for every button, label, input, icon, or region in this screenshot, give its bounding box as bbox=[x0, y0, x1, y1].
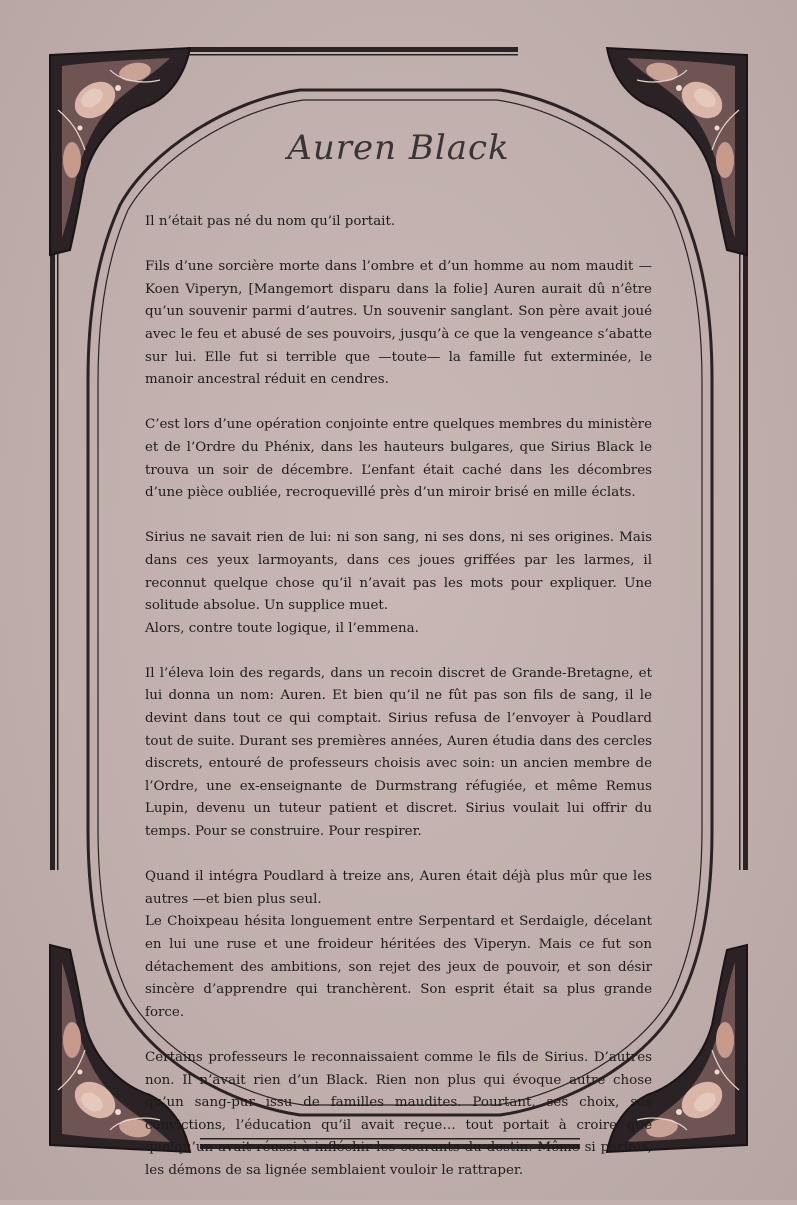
paragraph-line: C’est lors d’une opération conjointe entre quelques membres du ministère et de l’Ordre du Phénix, dans les hauteurs bulgares, que Sirius Black le trouva un soir de décembre. L’enfant était caché dans les décombres d’une pièce oubliée, recroquevillé près d’un miroir brisé en mille éclats. bbox=[145, 417, 652, 501]
paragraph-line: Quand il intégra Poudlard à treize ans, Auren était déjà plus mûr que les autres —et bien plus seul. bbox=[145, 869, 652, 907]
paragraph bbox=[145, 1047, 652, 1183]
story-text bbox=[145, 211, 652, 1205]
paragraph bbox=[145, 414, 652, 504]
paragraph-line: Fils d’une sorcière morte dans l’ombre et d’un homme au nom maudit —Koen Viperyn, [Mangemort disparu dans la folie] Auren aurait dû n’être qu’un souvenir parmi d’autres. Un souvenir sanglant. Son père avait joué avec le feu et abusé de ses pouvoirs, jusqu’à ce que la vengeance s’abatte sur lui. Elle fut si terrible que —toute— la famille fut exterminée, le manoir ancestral réduit en cendres. bbox=[145, 259, 652, 388]
paragraph bbox=[145, 527, 652, 640]
paragraph-line: Certains professeurs le reconnaissaient comme le fils de Sirius. D’autres non. Il n’avait rien d’un Black. Rien non plus qui évoque autre chose qu’un sang-pur issu de familles maudites. Pourtant, ses choix, ses convictions, l’éducation qu’il avait reçue… tout portait à croire que quelqu’un avait réussi à infléchir les courants du destin. Même si parfois, les démons de sa lignée semblaient vouloir le rattraper. bbox=[145, 1049, 652, 1178]
paragraph-line: Sirius ne savait rien de lui: ni son sang, ni ses dons, ni ses origines. Mais dans ces yeux larmoyants, dans ces joues griffées par les larmes, il reconnut quelque chose qu’il n’avait pas les mots pour expliquer. Une solitude absolue. Un supplice muet. bbox=[145, 530, 652, 614]
paragraph bbox=[145, 211, 652, 234]
paragraph-line: Le Choixpeau hésita longuement entre Serpentard et Serdaigle, décelant en lui une ruse et une froideur héritées des Viperyn. Mais ce fut son détachement des ambitions, son rejet des jeux de pouvoir, et son désir sincère d’apprendre qui tranchèrent. Son esprit était sa plus grande force. bbox=[145, 914, 652, 1020]
paragraph bbox=[145, 256, 652, 392]
page-title: Auren Black bbox=[287, 128, 510, 168]
paragraph bbox=[145, 663, 652, 844]
paragraph-line: Alors, contre toute logique, il l’emmena. bbox=[145, 620, 419, 636]
paragraph bbox=[145, 866, 652, 1024]
paragraph-line: Il n’était pas né du nom qu’il portait. bbox=[145, 214, 396, 229]
paragraph-line: Il l’éleva loin des regards, dans un recoin discret de Grande-Bretagne, et lui donna un nom: Auren. Et bien qu’il ne fût pas son fils de sang, il le devint dans tout ce qui comptait. Sirius refusa de l’envoyer à Poudlard tout de suite. Durant ses premières années, Auren étudia dans des cercles discrets, entouré de professeurs choisis avec soin: un ancien membre de l’Ordre, une ex-enseignante de Durmstrang réfugiée, et même Remus Lupin, devenu un tuteur patient et discret. Sirius voulait lui offrir du temps. Pour se construire. Pour respirer. bbox=[145, 665, 652, 840]
